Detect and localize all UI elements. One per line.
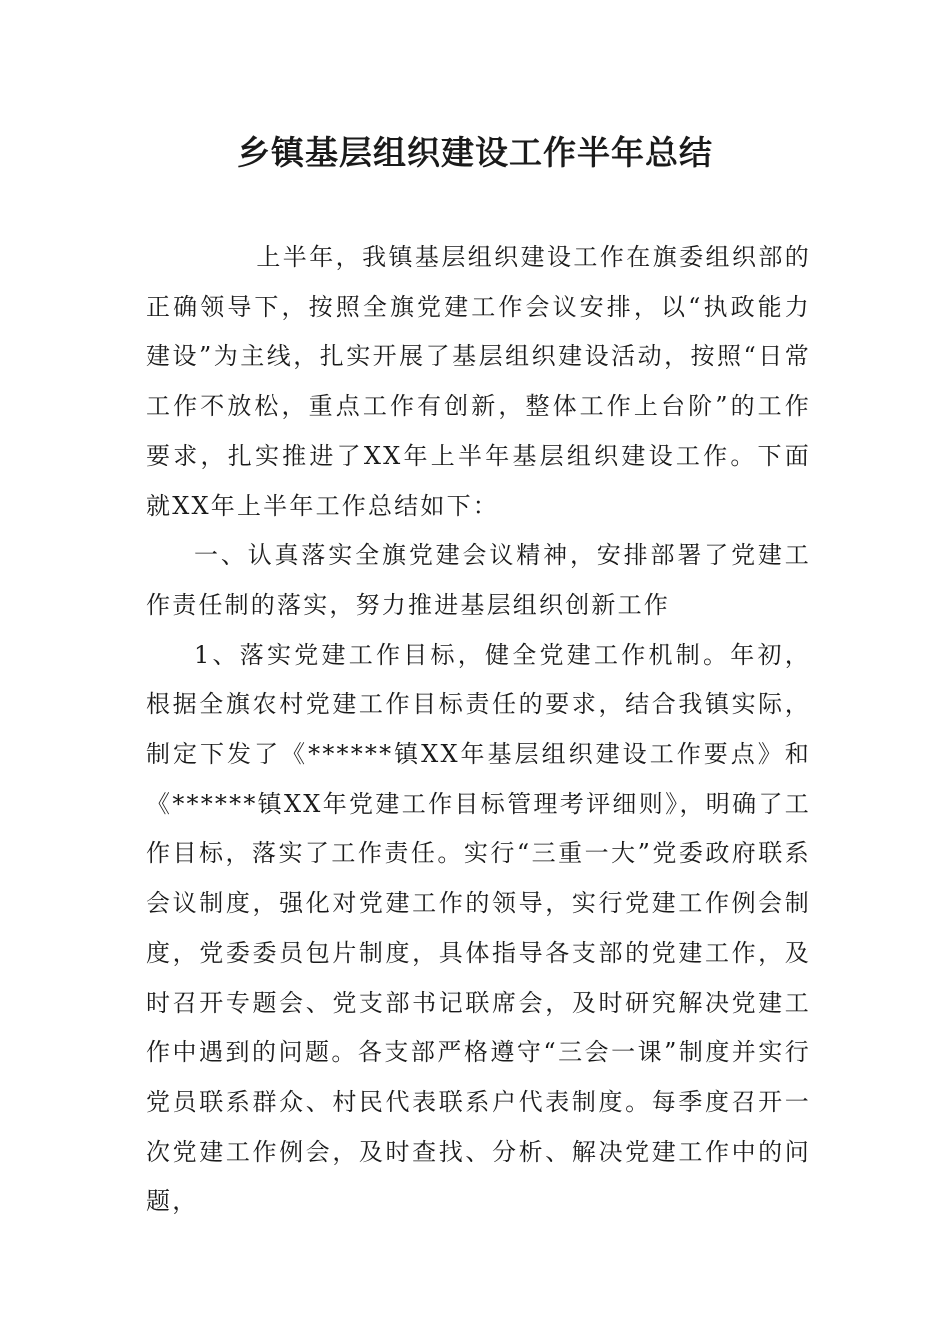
paragraph-section-heading: 一、认真落实全旗党建会议精神，安排部署了党建工作责任制的落实，努力推进基层组织创新工作 (146, 541, 811, 619)
document-title: 乡镇基层组织建设工作半年总结 (237, 133, 713, 172)
paragraph-intro: 上半年，我镇基层组织建设工作在旗委组织部的正确领导下，按照全旗党建工作会议安排，以“执政能力建设”为主线，扎实开展了基层组织建设活动，按照“日常工作不放松，重点工作有创新，整体工作上台阶”的工作要求，扎实推进了XX年上半年基层组织建设工作。下面就XX年上半年工作总结如下： (146, 243, 811, 520)
document-body (146, 233, 811, 1227)
paragraph-item-1: 1、落实党建工作目标，健全党建工作机制。年初，根据全旗农村党建工作目标责任的要求，结合我镇实际，制定下发了《******镇XX年基层组织建设工作要点》和《******镇XX年党建工作目标管理考评细则》，明确了工作目标，落实了工作责任。实行“三重一大”党委政府联系会议制度，强化对党建工作的领导，实行党建工作例会制度，党委委员包片制度，具体指导各支部的党建工作，及时召开专题会、党支部书记联席会，及时研究解决党建工作中遇到的问题。各支部严格遵守“三会一课”制度并实行党员联系群众、村民代表联系户代表制度。每季度召开一次党建工作例会，及时查找、分析、解决党建工作中的问题， (146, 640, 811, 1216)
